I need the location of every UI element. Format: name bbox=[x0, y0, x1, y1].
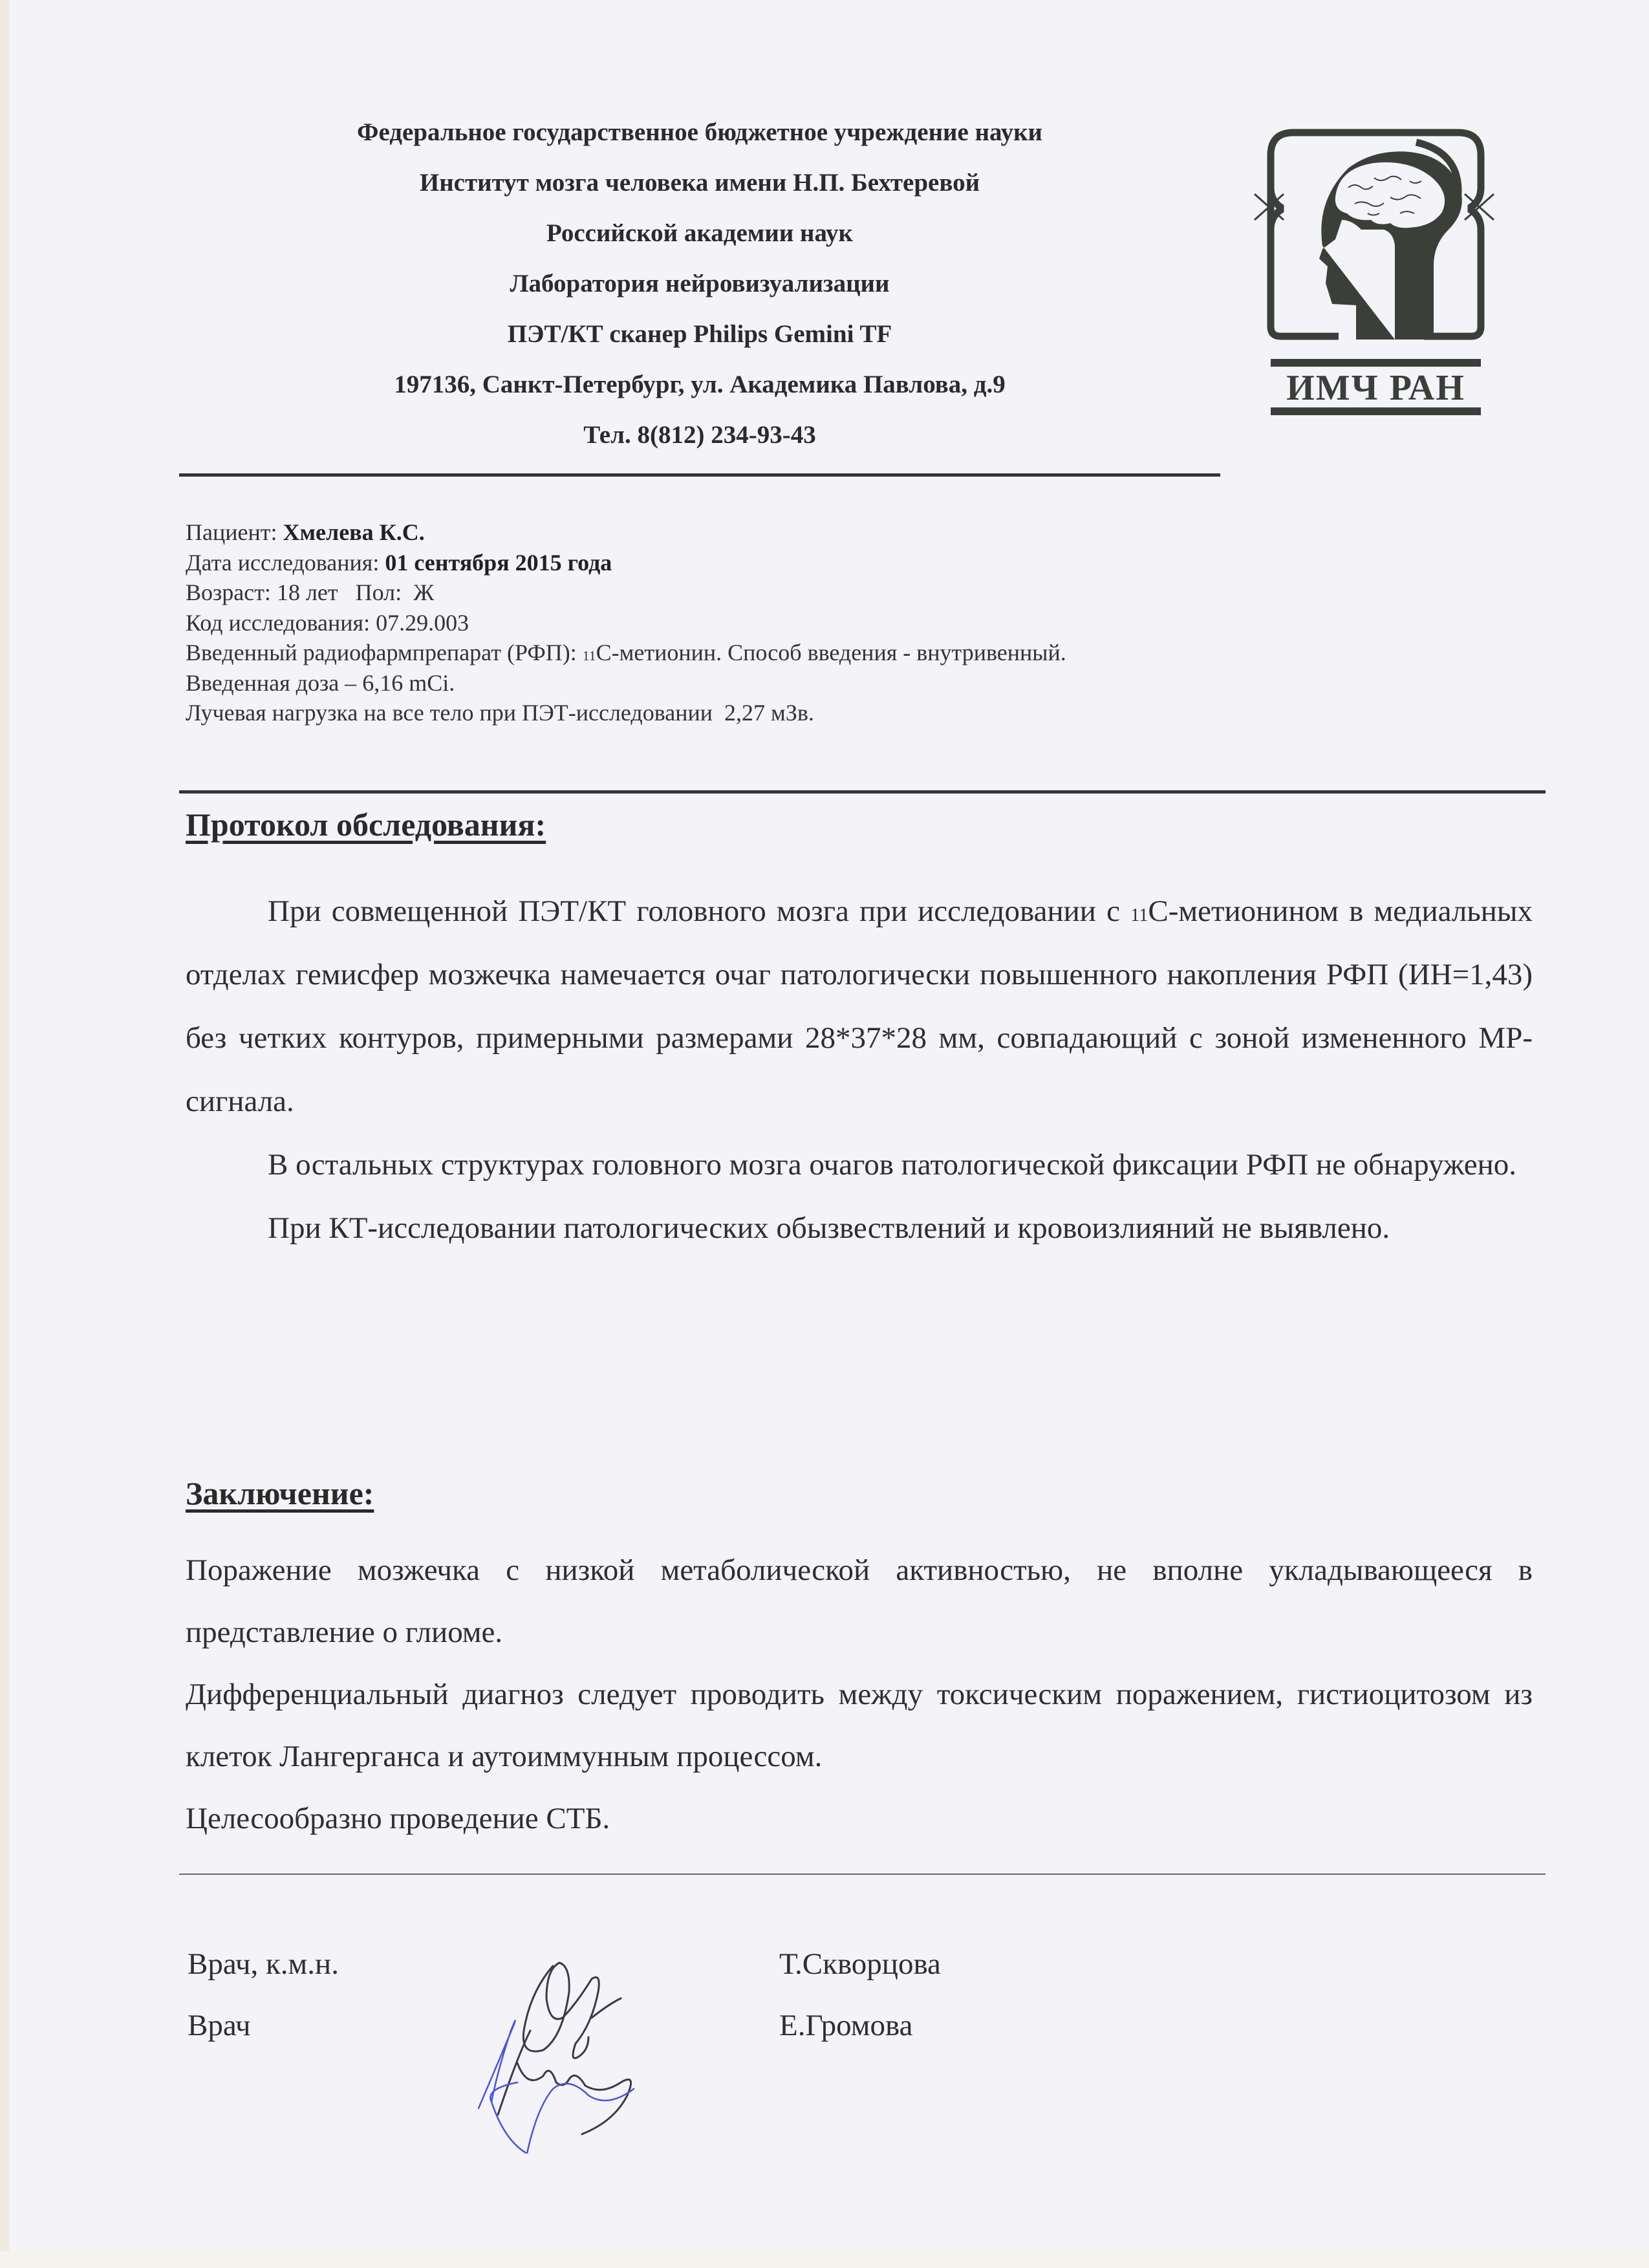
header-line-6: 197136, Санкт-Петербург, ул. Академика Павлова, д.9 bbox=[394, 371, 1006, 398]
institute-logo bbox=[1245, 116, 1500, 420]
signature-divider bbox=[179, 1874, 1546, 1875]
signer-2-name: Е.Громова bbox=[779, 2009, 913, 2042]
header-line-4: Лаборатория нейровизуализации bbox=[510, 270, 890, 297]
header-divider bbox=[179, 473, 1220, 477]
date-value: 01 сентября 2015 года bbox=[385, 549, 612, 576]
protocol-paragraph-1 bbox=[186, 880, 1533, 1133]
age-sex-row bbox=[186, 578, 1066, 608]
info-divider bbox=[179, 790, 1546, 794]
rfp-isotope-mass: 11 bbox=[582, 648, 596, 664]
code-value: 07.29.003 bbox=[376, 609, 469, 636]
protocol-paragraph-3: При КТ-исследовании патологических обызвествлений и кровоизлияний не выявлено. bbox=[268, 1211, 1390, 1245]
conclusion-line-2: Дифференциальный диагноз следует проводить между токсическим поражением, гистиоцитозом из клеток Лангерганса и аутоиммунным процессом. bbox=[186, 1678, 1533, 1773]
signature-icon bbox=[414, 1895, 737, 2154]
patient-name: Хмелева К.С. bbox=[283, 519, 425, 545]
dose-label: Введенная доза – bbox=[186, 669, 357, 696]
patient-row bbox=[186, 517, 1066, 548]
radiation-row bbox=[186, 698, 1066, 728]
header-line-1: Федеральное государственное бюджетное учреждение науки bbox=[356, 118, 1043, 146]
logo-caption: ИМЧ РАН bbox=[1286, 368, 1465, 408]
conclusion-heading: Заключение: bbox=[186, 1475, 374, 1511]
protocol-body bbox=[186, 880, 1533, 1260]
paper-bottom-edge bbox=[0, 2251, 1649, 2268]
age-value: 18 лет bbox=[276, 579, 338, 605]
isotope-superscript: 11 bbox=[1130, 905, 1148, 925]
signer-2-role: Врач bbox=[188, 2009, 251, 2042]
header-line-2: Институт мозга человека имени Н.П. Бехтеревой bbox=[419, 169, 980, 197]
age-label: Возраст: bbox=[186, 579, 271, 605]
header-line-5: ПЭТ/КТ сканер Philips Gemini TF bbox=[507, 320, 892, 348]
signer-1-role: Врач, к.м.н. bbox=[188, 1947, 339, 1981]
paper-edge bbox=[0, 0, 9, 2268]
radiation-label: Лучевая нагрузка на все тело при ПЭТ-исследовании bbox=[186, 700, 713, 726]
sex-label: Пол: bbox=[355, 579, 402, 605]
dose-row bbox=[186, 668, 1066, 698]
rfp-value: С-метионин. Способ введения - внутривенный. bbox=[596, 640, 1066, 665]
protocol-p1-continuation: С-метионином в медиальных отделах гемисфер мозжечка намечается очаг патологически повышенного накопления РФП (ИН=1,43) без четких контуров, примерными размерами 28*37*28 мм, совпадающий с зоной измененного МР-сигнала. bbox=[186, 894, 1533, 1118]
signer-1-name: Т.Скворцова bbox=[779, 1947, 941, 1981]
date-row bbox=[186, 548, 1066, 578]
patient-label: Пациент: bbox=[186, 519, 277, 545]
conclusion-line-1: Поражение мозжечка с низкой метаболической активностью, не вполне укладывающееся в представление о глиоме. bbox=[186, 1553, 1533, 1649]
date-label: Дата исследования: bbox=[186, 549, 380, 576]
conclusion-body bbox=[186, 1539, 1533, 1850]
protocol-heading: Протокол обследования: bbox=[186, 806, 546, 843]
protocol-paragraph-2: В остальных структурах головного мозга очагов патологической фиксации РФП не обнаружено. bbox=[268, 1148, 1517, 1182]
dose-value: 6,16 mCi. bbox=[362, 669, 455, 696]
protocol-p1-text: При совмещенной ПЭТ/КТ головного мозга при исследовании с bbox=[268, 894, 1131, 928]
conclusion-line-3: Целесообразно проведение СТБ. bbox=[186, 1802, 610, 1835]
radiation-value: 2,27 мЗв. bbox=[724, 700, 814, 726]
header-line-3: Российской академии наук bbox=[546, 219, 854, 247]
sex-value: Ж bbox=[413, 579, 435, 605]
rfp-label: Введенный радиофармпрепарат (РФП): bbox=[186, 640, 577, 665]
code-label: Код исследования: bbox=[186, 609, 371, 636]
handwritten-signatures bbox=[414, 1895, 737, 2154]
code-row bbox=[186, 608, 1066, 638]
patient-info bbox=[186, 517, 1066, 728]
rfp-row bbox=[186, 638, 1066, 668]
header-line-7: Тел. 8(812) 234-93-43 bbox=[583, 421, 816, 449]
